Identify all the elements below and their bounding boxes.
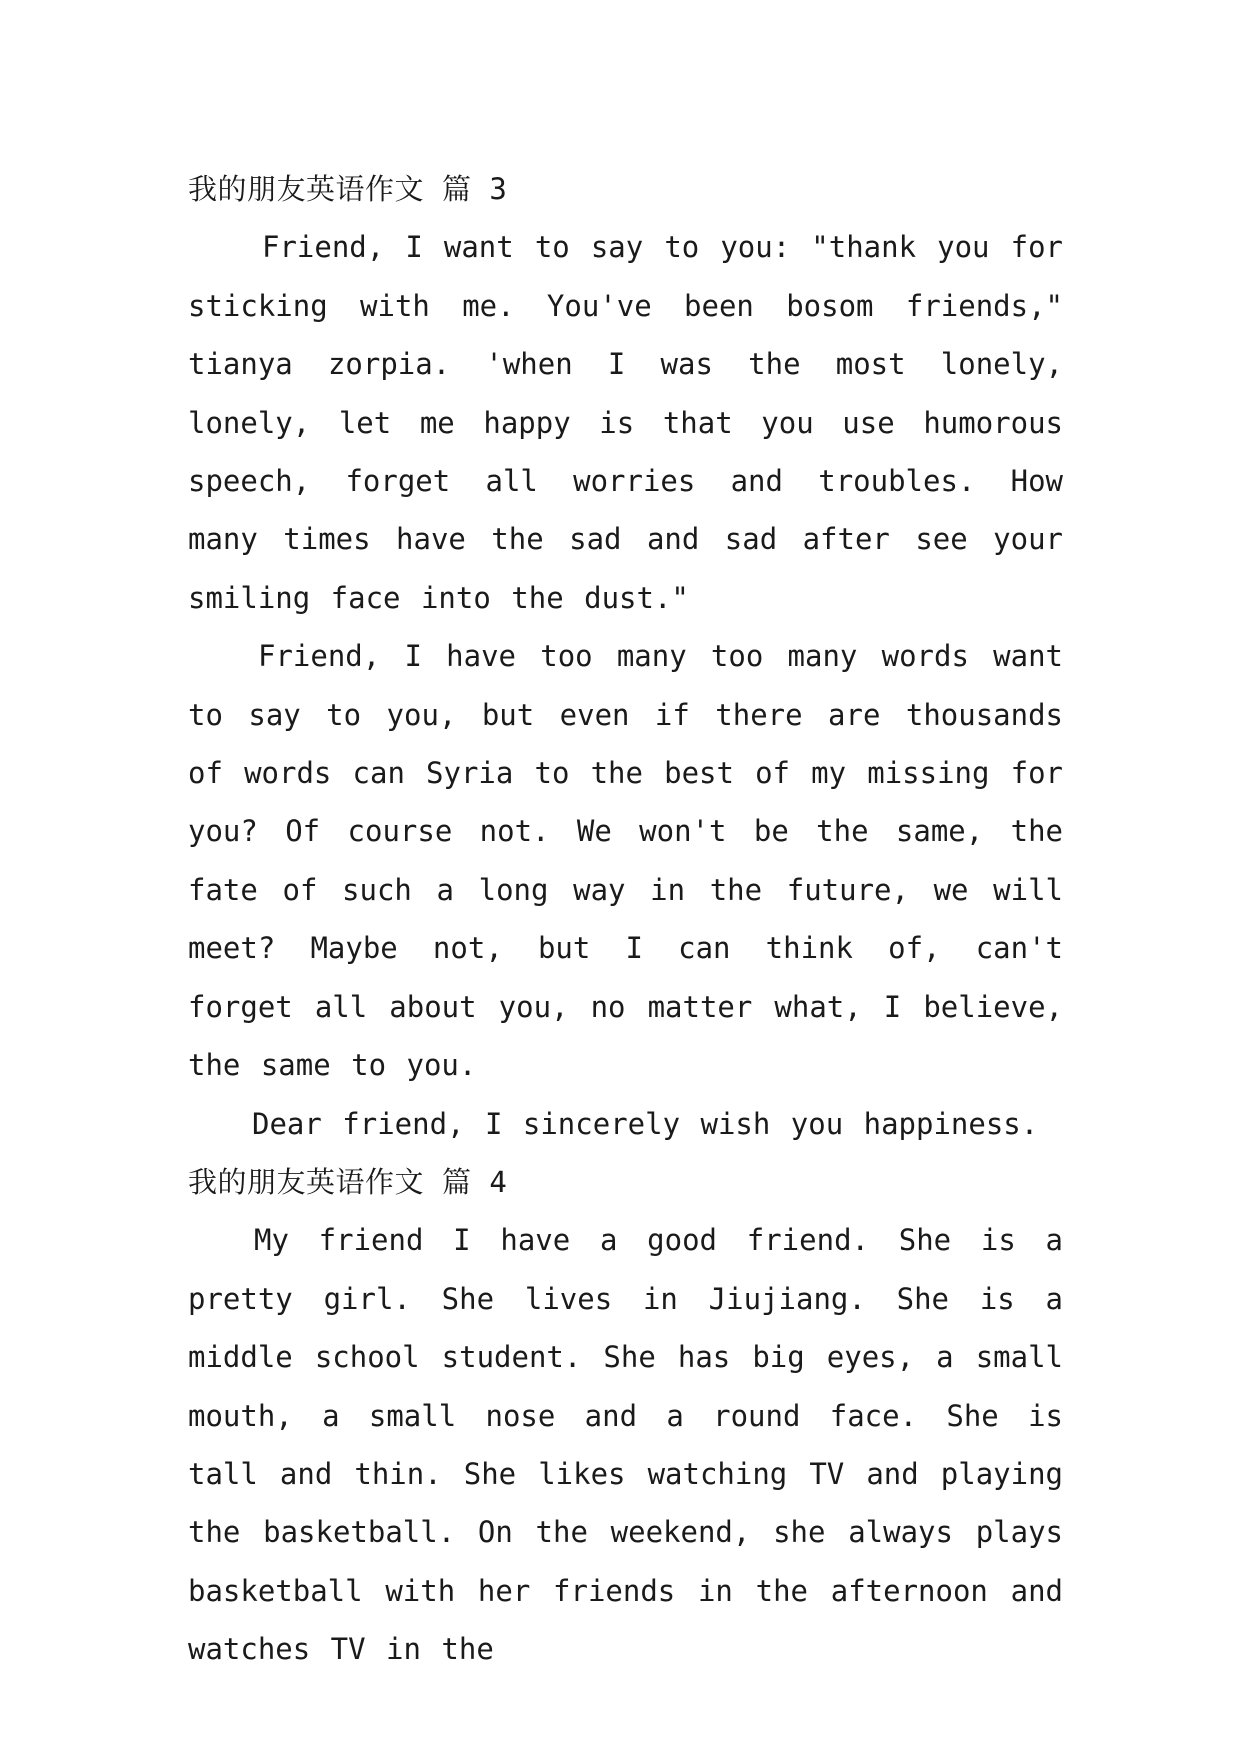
section-heading-4: 我的朋友英语作文 篇 4 bbox=[188, 1164, 508, 1199]
paragraph: Friend, I want to say to you: "thank you for sticking with me. You've been bosom friends," tianya zorpia. 'when I was the most lonely, lonely, let me happy is that you use humorous speech, forget all worries and troubles. How many times have the sad and sad after see your smiling face into the dust." bbox=[188, 230, 1063, 615]
paragraph: Friend, I have too many too many words want to say to you, but even if there are thousands of words can Syria to the best of my missing for you? Of course not. We won't be the same, the fate of such a long way in the future, we will meet? Maybe not, but I can think of, can't forget all about you, no matter what, I believe, the same to you. bbox=[188, 639, 1063, 1083]
paragraph: My friend I have a good friend. She is a pretty girl. She lives in Jiujiang. She is a middle school student. She has big eyes, a small mouth, a small nose and a round face. She is tall and thin. She likes watching TV and playing the basketball. On the weekend, she always plays basketball with her friends in the afternoon and watches TV in the bbox=[188, 1223, 1063, 1667]
section-heading-3: 我的朋友英语作文 篇 3 bbox=[188, 172, 508, 206]
document-body bbox=[188, 160, 1063, 1679]
paragraph: Dear friend, I sincerely wish you happiness. bbox=[252, 1106, 1039, 1141]
